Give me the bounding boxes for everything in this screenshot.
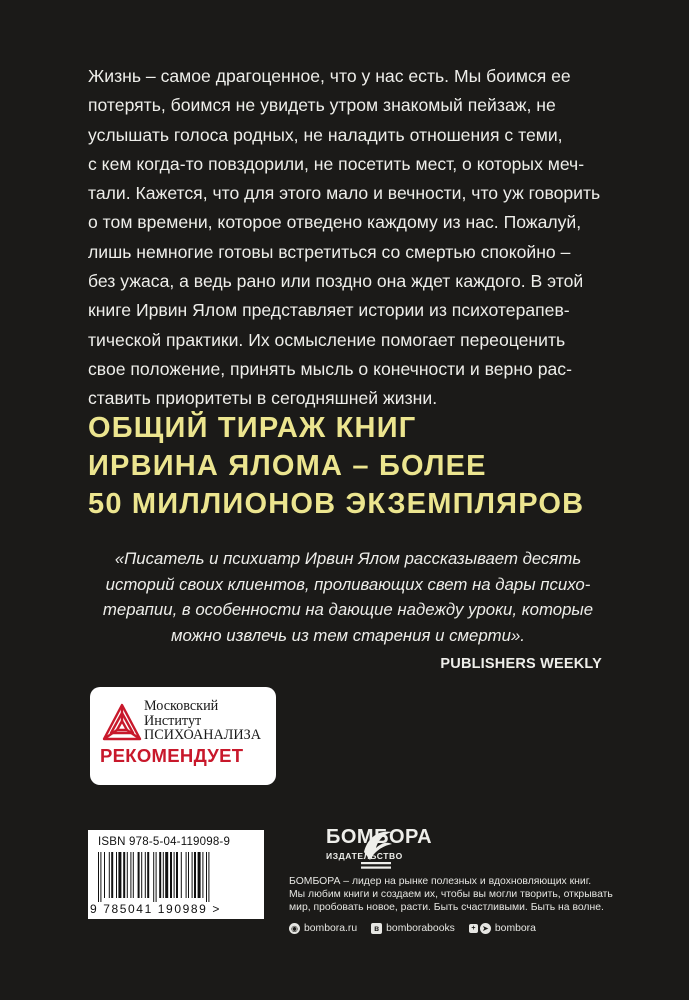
vk-icon: в xyxy=(371,923,382,934)
isbn-barcode xyxy=(88,830,264,919)
quote-line: терапии, в особенности на дающие надежду уроки, которые xyxy=(102,600,594,620)
web-icon: ◉ xyxy=(289,923,300,934)
social-link-label: bombora xyxy=(494,922,536,934)
barcode-digits: 9 785041 190989 > xyxy=(90,902,221,916)
headline-line: 50 МИЛЛИОНОВ ЭКЗЕМПЛЯРОВ xyxy=(88,488,585,520)
institute-name xyxy=(144,699,272,743)
social-link-label: bombora.ru xyxy=(304,922,358,934)
institute-name-line: ПСИХОАНАЛИЗА xyxy=(144,727,261,744)
publisher-description-line: мир, пробовать новое, расти. Быть счастливыми. Быть на волне. xyxy=(289,901,604,913)
plus-icon: + xyxy=(469,924,478,933)
social-link-telegram[interactable] xyxy=(469,923,536,934)
quote-line: можно извлечь из тем старения и смерти». xyxy=(171,625,525,645)
description-line: ставить приоритеты в сегодняшней жизни. xyxy=(88,388,438,409)
publisher-description xyxy=(289,876,613,914)
social-links xyxy=(289,920,550,936)
barcode-bars xyxy=(96,852,256,902)
description-line: услышать голоса родных, не наладить отношения с теми, xyxy=(88,124,563,145)
institute-name-line: Институт xyxy=(144,712,202,729)
description-line: с кем когда-то повздорили, не посетить мест, о которых меч- xyxy=(88,153,585,174)
institute-name-line: Московский xyxy=(144,698,219,714)
social-link-vk[interactable] xyxy=(371,923,455,934)
isbn-number: ISBN 978-5-04-119098-9 xyxy=(98,836,231,848)
publisher-subtitle: ИЗДАТЕЛЬСТВО xyxy=(326,851,403,861)
description-text xyxy=(88,62,604,414)
description-line: книге Ирвин Ялом представляет истории из психотерапев- xyxy=(88,300,570,321)
telegram-icon: ➤ xyxy=(480,923,491,934)
description-line: потерять, боимся не увидеть утром знакомый пейзаж, не xyxy=(88,95,556,116)
quote-line: историй своих клиентов, проливающих свет на дары психо- xyxy=(105,574,591,594)
circulation-headline xyxy=(88,409,648,523)
headline-line: ОБЩИЙ ТИРАЖ КНИГ xyxy=(88,412,417,444)
review-quote xyxy=(88,546,608,648)
social-link-website[interactable] xyxy=(289,923,357,934)
description-line: Жизнь – самое драгоценное, что у нас есть. Мы боимся ее xyxy=(88,66,571,86)
description-line: о том времени, которое отведено каждому из нас. Пожалуй, xyxy=(88,212,582,233)
description-line: тической практики. Их осмысление помогает переоценить xyxy=(88,329,566,350)
publisher-name: БОМБОРА xyxy=(326,826,433,848)
quote-source: PUBLISHERS WEEKLY xyxy=(440,656,602,672)
social-link-label: bomborabooks xyxy=(386,922,455,934)
headline-line: ИРВИНА ЯЛОМА – БОЛЕЕ xyxy=(88,450,487,482)
description-line: лишь немногие готовы встретиться со смертью спокойно – xyxy=(88,241,571,262)
triangle-knot-logo-icon xyxy=(99,701,145,747)
publisher-description-line: БОМБОРА – лидер на рынке полезных и вдохновляющих книг. xyxy=(289,876,592,887)
recommend-label: РЕКОМЕНДУЕТ xyxy=(100,745,244,766)
publisher-description-line: Мы любим книги и создаем их, чтобы вы могли творить, открывать xyxy=(289,888,613,900)
description-line: без ужаса, а ведь рано или поздно она ждет каждого. В этой xyxy=(88,271,584,292)
quote-line: «Писатель и психиатр Ирвин Ялом рассказывает десять xyxy=(114,549,582,568)
description-line: тали. Кажется, что для этого мало и вечности, что уж говорить xyxy=(88,183,601,204)
recommendation-badge xyxy=(90,687,276,785)
description-line: свое положение, принять мысль о конечности и верно рас- xyxy=(88,358,572,379)
